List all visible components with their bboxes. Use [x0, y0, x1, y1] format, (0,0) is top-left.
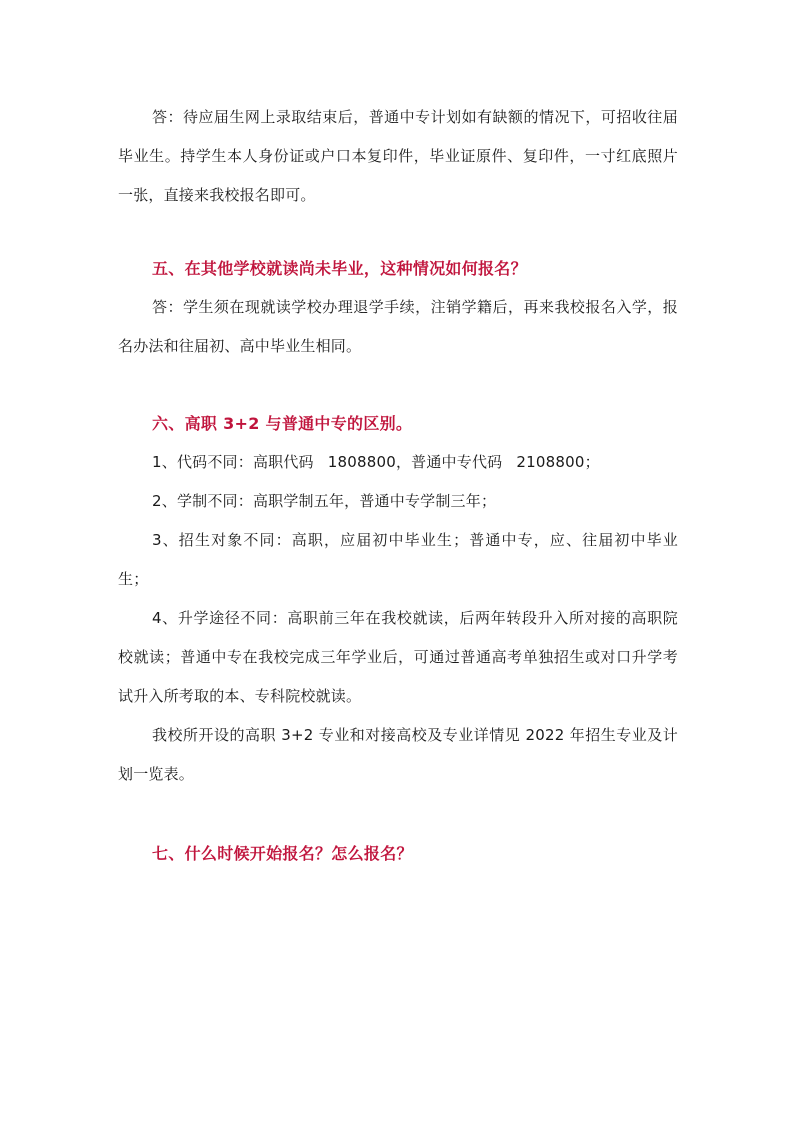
section6-note: 我校所开设的高职 3+2 专业和对接高校及专业详情见 2022 年招生专业及计划一览表。 [118, 726, 678, 783]
section7-heading: 七、什么时候开始报名？怎么报名？ [152, 844, 413, 863]
section6-item-4: 4、升学途径不同：高职前三年在我校就读，后两年转段升入所对接的高职院校就读；普通中专在我校完成三年学业后，可通过普通高考单独招生或对口升学考试升入所考取的本、专科院校就读。 [118, 609, 678, 705]
document-body [118, 98, 678, 873]
section6-heading: 六、高职 3+2 与普通中专的区别。 [152, 414, 413, 433]
section6-item-3: 3、招生对象不同：高职，应届初中毕业生；普通中专，应、往届初中毕业生； [118, 531, 678, 588]
section6-item-1 [118, 443, 678, 482]
section5-answer: 答：学生须在现就读学校办理退学手续，注销学籍后，再来我校报名入学，报名办法和往届初、高中毕业生相同。 [118, 298, 678, 355]
section5-heading: 五、在其他学校就读尚未毕业，这种情况如何报名？ [152, 259, 527, 278]
item1-code2: 2108800； [516, 453, 600, 471]
item1-code1: 1808800，普通中专代码 [327, 453, 503, 471]
item1-prefix: 1、代码不同：高职代码 [152, 453, 314, 471]
spacer [118, 794, 678, 834]
section4-answer: 答：待应届生网上录取结束后，普通中专计划如有缺额的情况下，可招收往届毕业生。持学生本人身份证或户口本复印件，毕业证原件、复印件，一寸红底照片一张，直接来我校报名即可。 [118, 108, 678, 204]
spacer [118, 366, 678, 404]
section6-item-2: 2、学制不同：高职学制五年，普通中专学制三年； [152, 492, 497, 510]
spacer [118, 215, 678, 249]
